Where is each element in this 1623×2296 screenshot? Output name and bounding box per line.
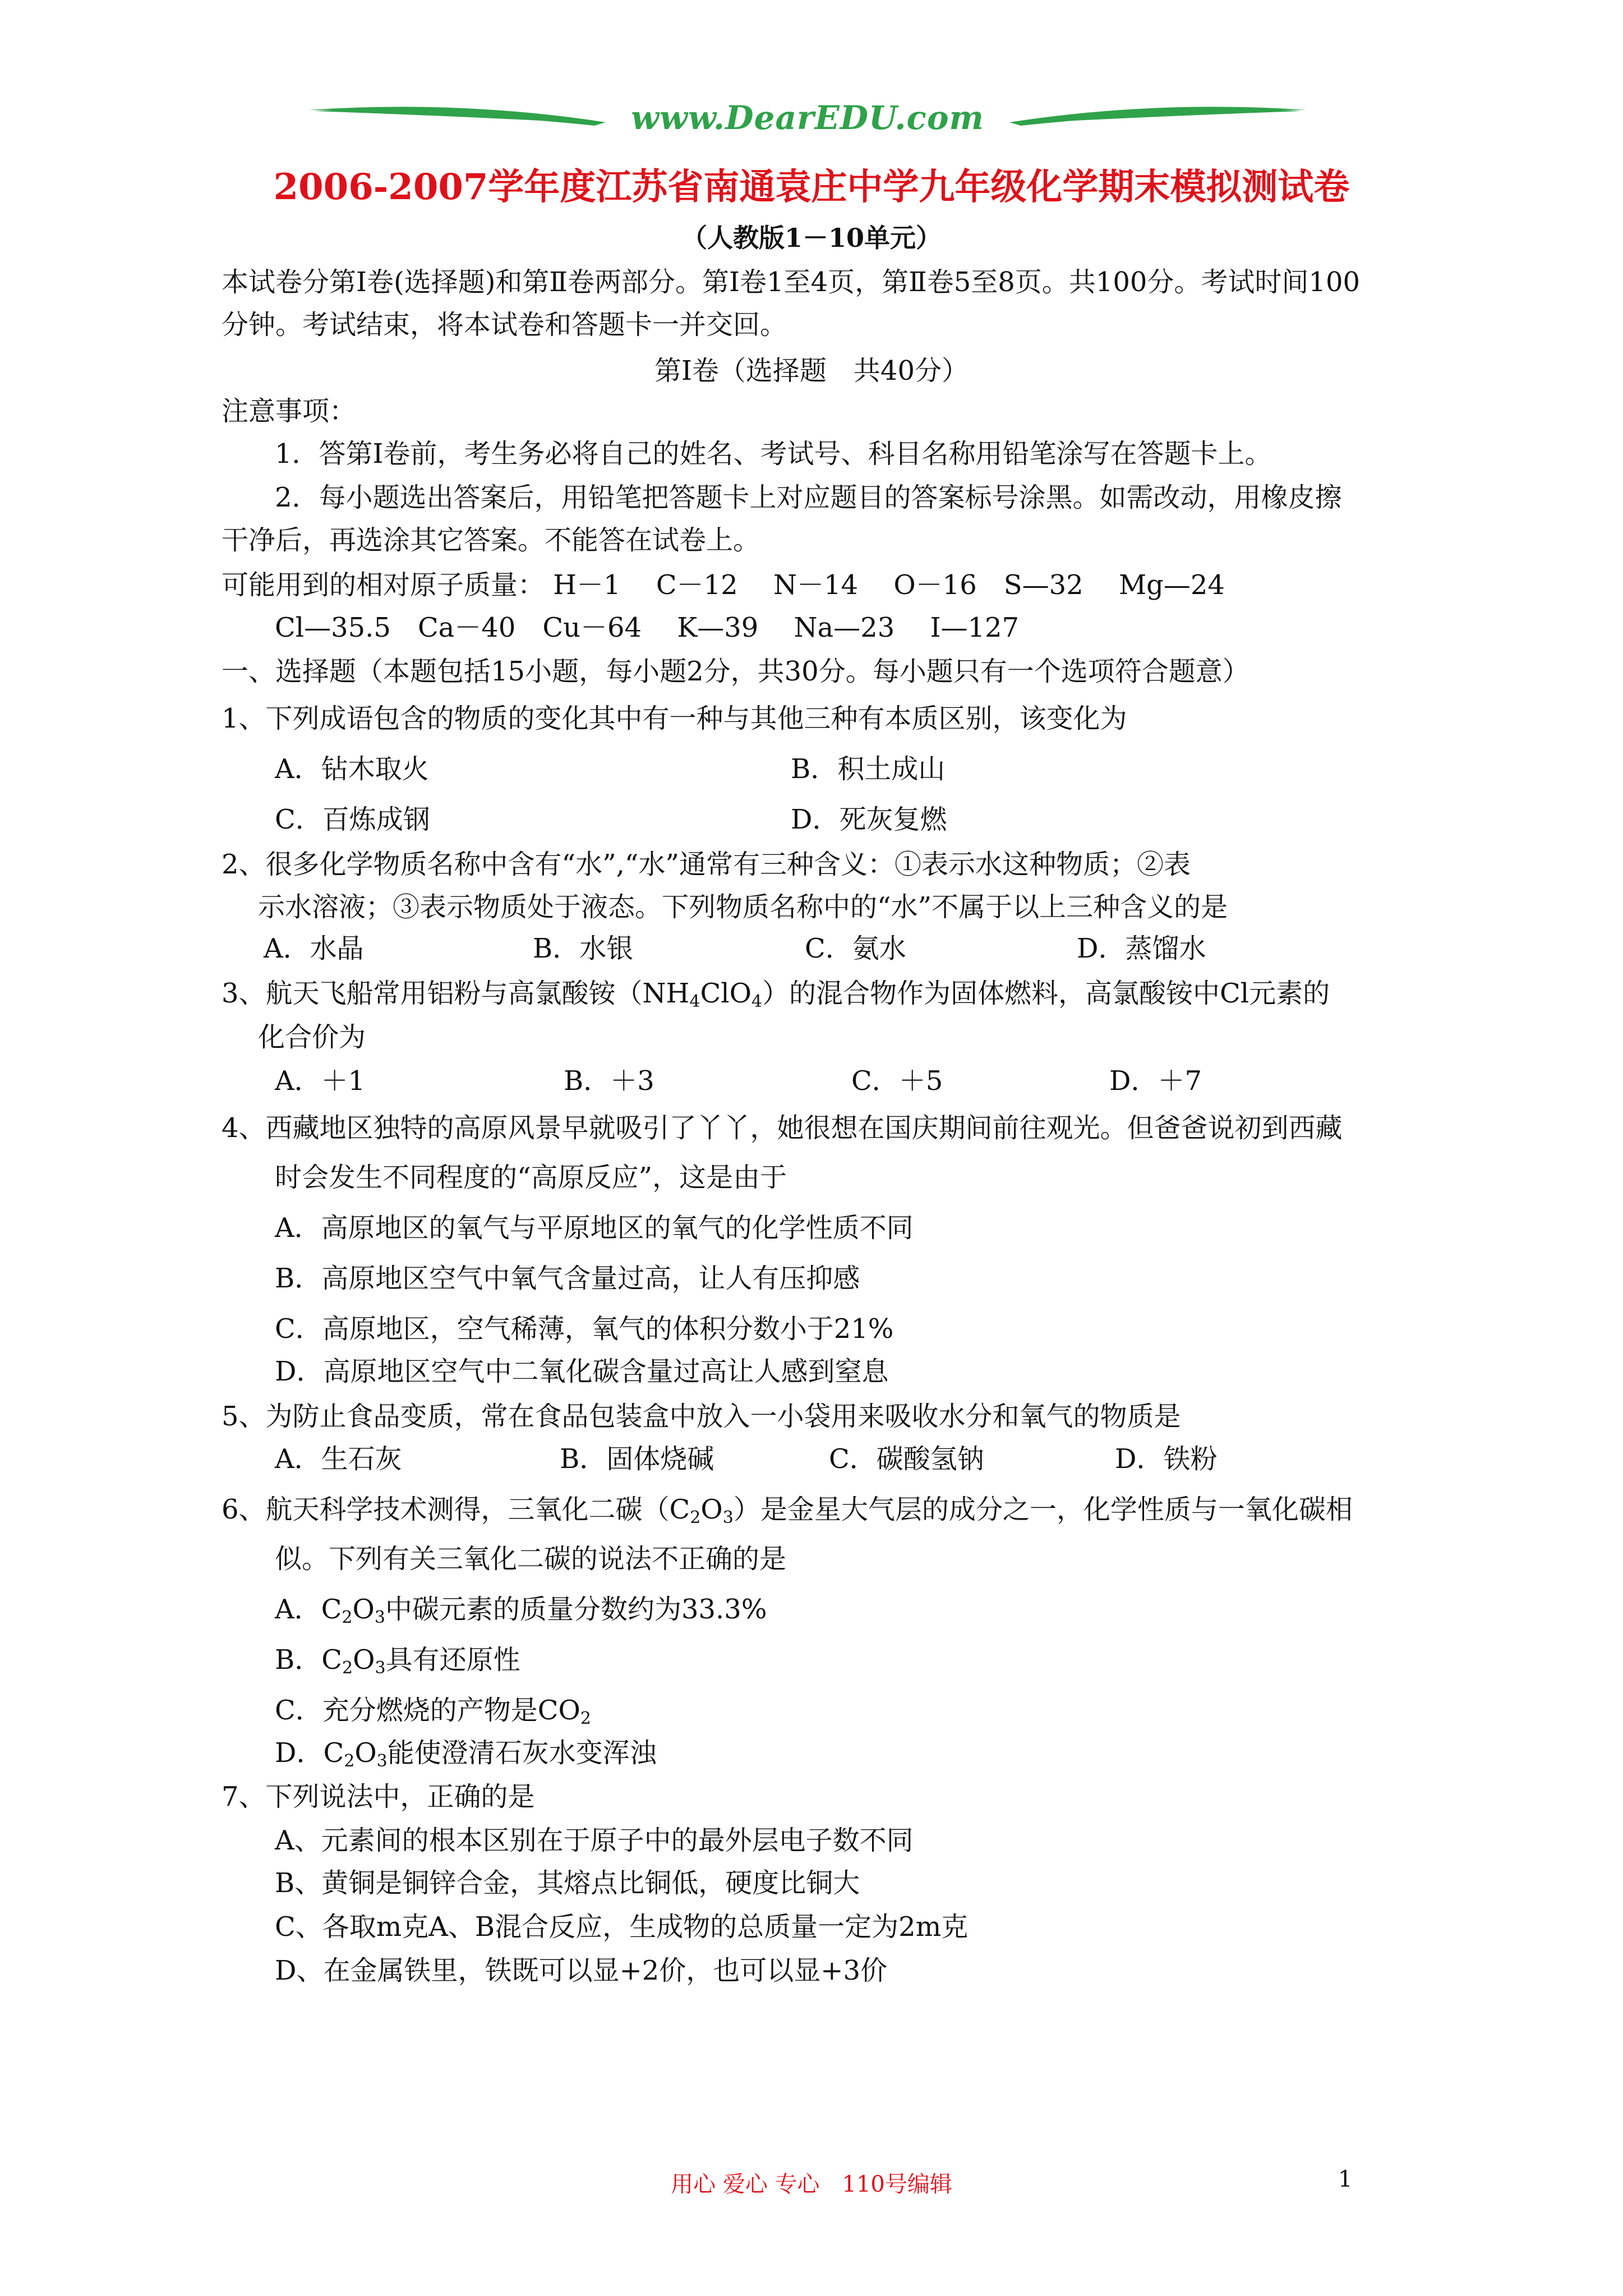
q5-option-b: B．固体烧碱 [560, 1443, 714, 1475]
q6-option-a: A．$C_2O_3$中碳元素的质量分数约为33.3% [275, 1594, 767, 1627]
notice-item-2a: 2．每小题选出答案后，用铅笔把答题卡上对应题目的答案标号涂黑。如需改动，用橡皮擦 [275, 482, 1342, 513]
q2-stem-1: 2、很多化学物质名称中含有“水”,“水”通常有三种含义：①表示水这种物质；②表 [222, 849, 1191, 880]
atomic-mass-line-1: 可能用到的相对原子质量： H－1 C－12 N－14 O－16 S—32 Mg—24 [222, 569, 1225, 601]
q3-option-b: B．＋3 [564, 1065, 654, 1097]
q2-option-c: C．氨水 [805, 933, 906, 964]
part-heading: 一、选择题（本题包括15小题，每小题2分，共30分。每小题只有一个选项符合题意） [222, 656, 1249, 687]
q1-stem: 1、下列成语包含的物质的变化其中有一种与其他三种有本质区别，该变化为 [222, 703, 1127, 734]
q5-option-a: A．生石灰 [275, 1443, 402, 1475]
intro-line-1: 本试卷分第Ⅰ卷(选择题)和第Ⅱ卷两部分。第Ⅰ卷1至4页，第Ⅱ卷5至8页。共100分。考试时间100 [222, 266, 1361, 298]
q3-option-d: D．＋7 [1109, 1065, 1202, 1097]
q4-option-d: D．高原地区空气中二氧化碳含量过高让人感到窒息 [275, 1356, 889, 1387]
notice-title: 注意事项： [222, 395, 357, 427]
q2-stem-2: 示水溶液；③表示物质处于液态。下列物质名称中的“水”不属于以上三种含义的是 [258, 891, 1228, 923]
q1-option-c: C．百炼成钢 [275, 804, 430, 835]
q6-option-b: B．$C_2O_3$具有还原性 [275, 1644, 520, 1678]
q3-stem-2: 化合价为 [258, 1022, 366, 1053]
page-number: 1 [1338, 2166, 1353, 2192]
q7-option-d: D、在金属铁里，铁既可以显+2价，也可以显+3价 [275, 1955, 888, 1986]
q3-stem-1: 3、航天飞船常用铝粉与高氯酸铵$(NH_4ClO_4)$的混合物作为固体燃料，高氯酸铵中Cl元素的 [222, 978, 1330, 1011]
q4-option-b: B．高原地区空气中氧气含量过高，让人有压抑感 [275, 1263, 860, 1294]
notice-item-1: 1．答第Ⅰ卷前，考生务必将自己的姓名、考试号、科目名称用铅笔涂写在答题卡上。 [275, 438, 1272, 470]
q5-stem: 5、为防止食品变质，常在食品包装盒中放入一小袋用来吸收水分和氧气的物质是 [222, 1401, 1181, 1432]
q5-option-d: D．铁粉 [1115, 1443, 1218, 1475]
q1-option-d: D．死灰复燃 [791, 804, 947, 835]
page-subtitle: （人教版1－10单元） [681, 223, 942, 253]
intro-line-2: 分钟。考试结束，将本试卷和答题卡一并交回。 [222, 309, 787, 341]
q3-option-c: C．＋5 [851, 1065, 943, 1097]
site-url[interactable]: www.DearEDU.com [631, 99, 984, 137]
q4-stem-1: 4、西藏地区独特的高原风景早就吸引了丫丫，她很想在国庆期间前往观光。但爸爸说初到西藏 [222, 1112, 1343, 1144]
q6-option-d: D．$C_2O_3$能使澄清石灰水变浑浊 [275, 1737, 657, 1771]
q1-option-b: B．积土成山 [791, 753, 946, 785]
q2-option-a: A．水晶 [264, 933, 364, 964]
page-title: 2006-2007学年度江苏省南通袁庄中学九年级化学期末模拟测试卷 [273, 166, 1350, 208]
q2-option-d: D．蒸馏水 [1077, 933, 1206, 964]
q7-stem: 7、下列说法中，正确的是 [222, 1781, 535, 1812]
q6-option-c: C．充分燃烧的产物是$CO_2$ [275, 1695, 591, 1728]
q4-option-a: A．高原地区的氧气与平原地区的氧气的化学性质不同 [275, 1212, 914, 1244]
page-footer: 用心 爱心 专心 110号编辑 [671, 2171, 952, 2197]
q5-option-c: C．碳酸氢钠 [829, 1443, 984, 1475]
q4-option-c: C．高原地区，空气稀薄，氧气的体积分数小于21% [275, 1313, 894, 1345]
atomic-mass-line-2: Cl—35.5 Ca－40 Cu－64 K—39 Na—23 I—127 [275, 612, 1020, 643]
notice-item-2b: 干净后，再选涂其它答案。不能答在试卷上。 [222, 524, 760, 556]
site-banner [303, 94, 1312, 156]
q4-stem-2: 时会发生不同程度的“高原反应”，这是由于 [275, 1162, 787, 1193]
q2-option-b: B．水银 [533, 933, 634, 964]
q7-option-b: B、黄铜是铜锌合金，其熔点比铜低，硬度比铜大 [275, 1867, 860, 1899]
q7-option-c: C、各取m克A、B混合反应，生成物的总质量一定为2m克 [275, 1911, 969, 1943]
q3-option-a: A．＋1 [275, 1065, 366, 1097]
section-heading: 第Ⅰ卷（选择题 共40分） [654, 355, 969, 386]
q1-option-a: A．钻木取火 [275, 753, 429, 785]
q6-stem-1: 6、航天科学技术测得，三氧化二碳$(C_2O_3)$是金星大气层的成分之一，化学性质与一氧化碳相 [222, 1494, 1353, 1527]
q7-option-a: A、元素间的根本区别在于原子中的最外层电子数不同 [275, 1825, 914, 1856]
q6-stem-2: 似。下列有关三氧化二碳的说法不正确的是 [275, 1543, 787, 1575]
